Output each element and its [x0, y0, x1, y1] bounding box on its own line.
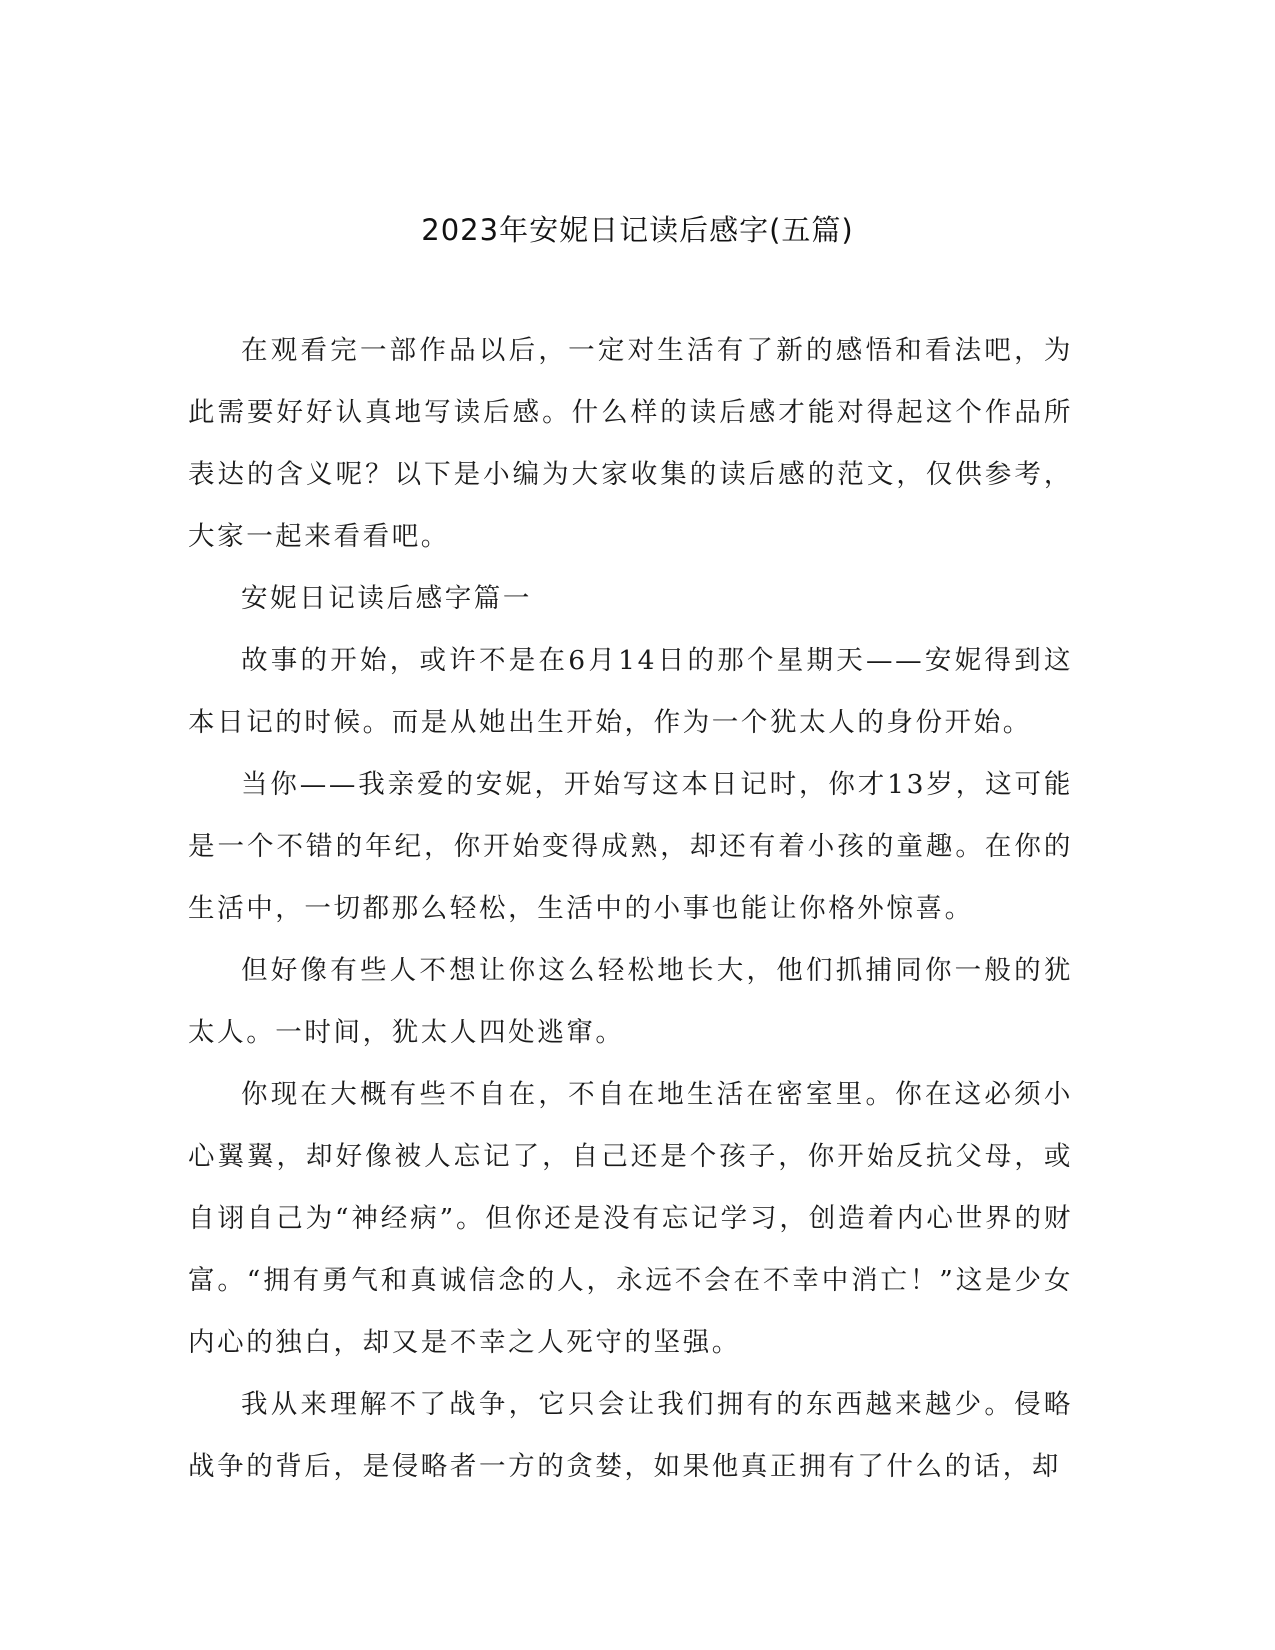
- document-body: [188, 320, 1073, 1498]
- section-heading: 安妮日记读后感字篇一: [241, 583, 532, 614]
- body-paragraph: 你现在大概有些不自在，不自在地生活在密室里。你在这必须小心翼翼，却好像被人忘记了，自己还是个孩子，你开始反抗父母，或自诩自己为“神经病”。但你还是没有忘记学习，创造着内心世界的财富。“拥有勇气和真诚信念的人，永远不会在不幸中消亡！”这是少女内心的独白，却又是不幸之人死守的坚强。: [188, 1079, 1073, 1358]
- body-paragraph: 我从来理解不了战争，它只会让我们拥有的东西越来越少。侵略战争的背后，是侵略者一方的贪婪，如果他真正拥有了什么的话，却: [188, 1389, 1073, 1482]
- body-paragraph: 故事的开始，或许不是在6月14日的那个星期天——安妮得到这本日记的时候。而是从她出生开始，作为一个犹太人的身份开始。: [188, 645, 1073, 738]
- body-paragraph: 当你——我亲爱的安妮，开始写这本日记时，你才13岁，这可能是一个不错的年纪，你开始变得成熟，却还有着小孩的童趣。在你的生活中，一切都那么轻松，生活中的小事也能让你格外惊喜。: [188, 769, 1073, 924]
- body-paragraph: 但好像有些人不想让你这么轻松地长大，他们抓捕同你一般的犹太人。一时间，犹太人四处逃窜。: [188, 955, 1073, 1048]
- intro-paragraph: 在观看完一部作品以后，一定对生活有了新的感悟和看法吧，为此需要好好认真地写读后感。什么样的读后感才能对得起这个作品所表达的含义呢？以下是小编为大家收集的读后感的范文，仅供参考，大家一起来看看吧。: [188, 335, 1073, 552]
- document-title: 2023年安妮日记读后感字(五篇): [421, 213, 854, 247]
